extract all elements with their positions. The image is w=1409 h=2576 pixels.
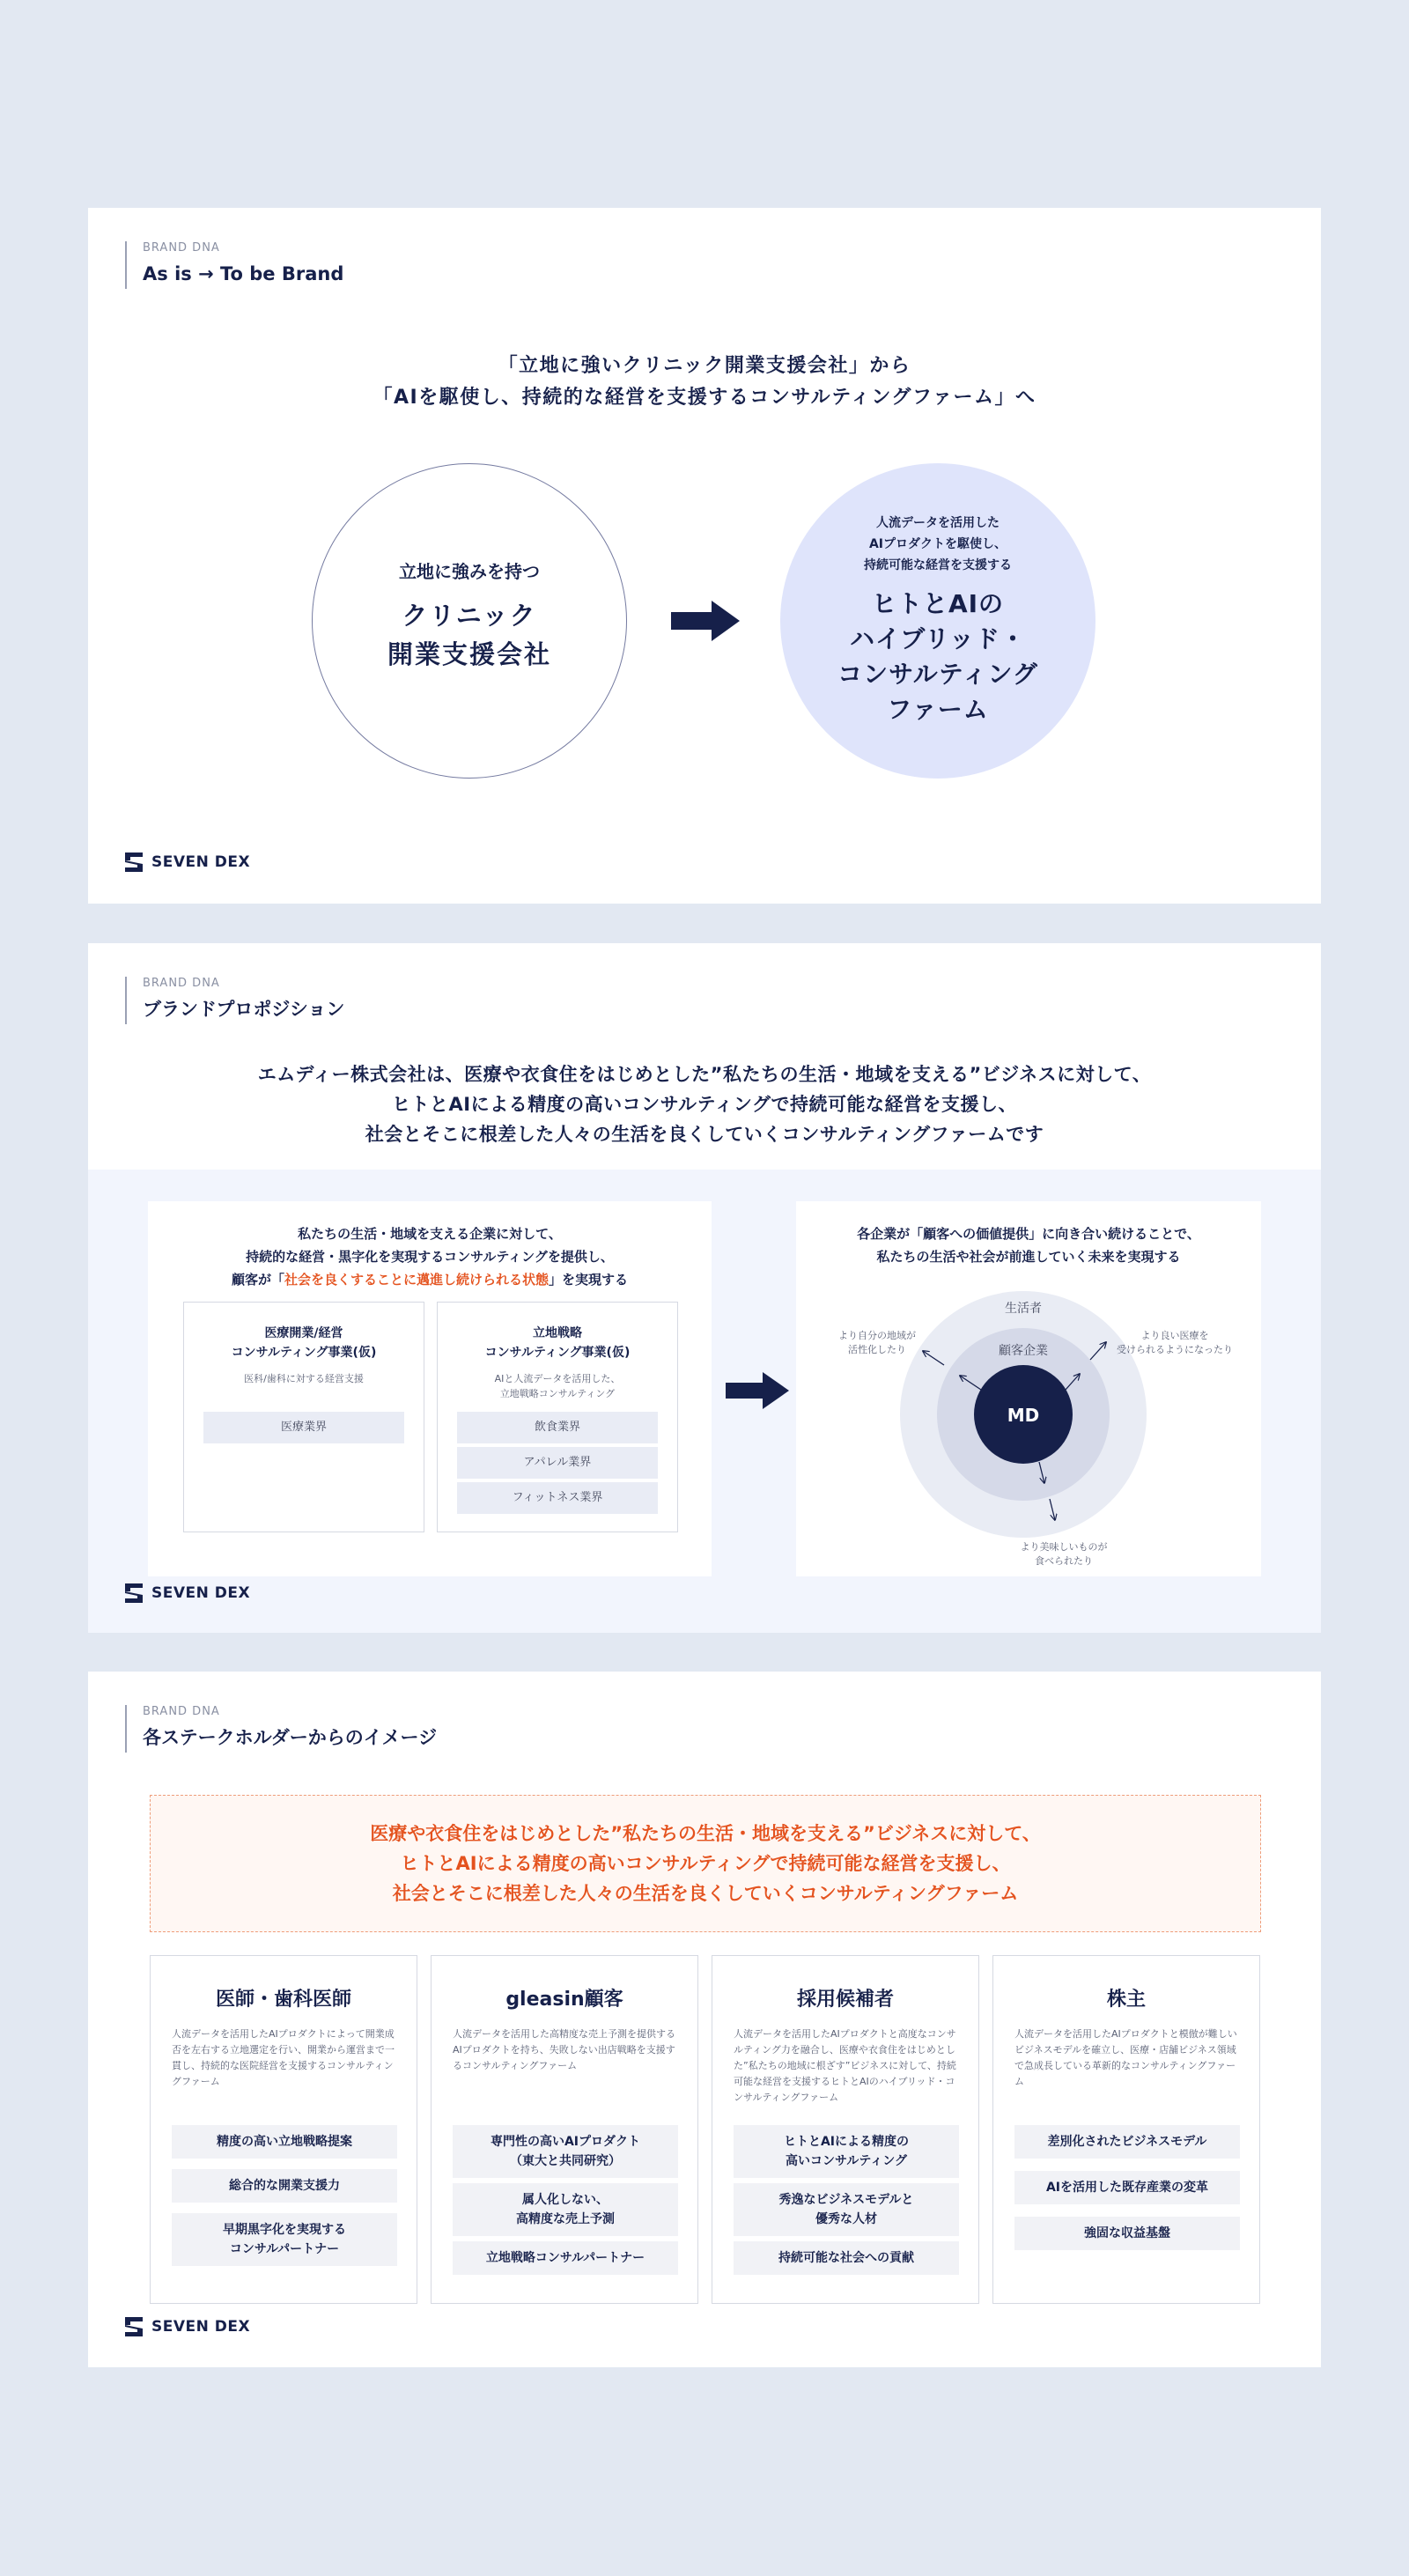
transition-statement <box>88 351 1321 414</box>
ring-outer-label: 生活者 <box>1005 1302 1042 1316</box>
industry-chip: 医療業界 <box>203 1412 404 1443</box>
card-title: 医師・歯科医師 <box>215 1989 351 2011</box>
business-title-line: 立地戦略 <box>533 1326 582 1340</box>
ring-core-label: MD <box>1007 1405 1040 1426</box>
as-is-circle <box>312 463 627 779</box>
to-be-circle <box>780 463 1095 779</box>
statement-line: ヒトとAIによる精度の高いコンサルティングで持続可能な経営を支援し、 <box>392 1094 1017 1115</box>
statement-line: エムディー株式会社は、医療や衣食住をはじめとした”私たちの生活・地域を支える”ビジネスに対して、 <box>257 1064 1152 1085</box>
image-tag: 持続可能な社会への貢献 <box>734 2241 959 2275</box>
statement-line: 社会とそこに根差した人々の生活を良くしていくコンサルティングファームです <box>365 1124 1044 1145</box>
slide-header <box>125 977 344 1024</box>
seven-dex-logo-icon <box>125 2317 143 2336</box>
note-right-line: より良い医療を <box>1140 1330 1209 1341</box>
image-tag: 秀逸なビジネスモデルと 優秀な人材 <box>734 2183 959 2236</box>
business-card-title <box>438 1324 677 1362</box>
business-desc-line: 立地戦略コンサルティング <box>499 1388 616 1399</box>
slide-header <box>125 1705 437 1753</box>
to-be-title-line: ハイブリッド・ <box>850 624 1026 653</box>
statement-line: 社会とそこに根差した人々の生活を良くしていくコンサルティングファーム <box>392 1883 1019 1904</box>
statement-line: 医療や衣食住をはじめとした”私たちの生活・地域を支える”ビジネスに対して、 <box>370 1823 1041 1844</box>
to-be-subtitle <box>780 513 1095 576</box>
slide-stakeholder-image <box>88 1672 1321 2367</box>
image-tag: ヒトとAIによる精度の 高いコンサルティング <box>734 2125 959 2178</box>
business-card-desc <box>438 1371 677 1401</box>
brand-logo <box>125 2317 250 2336</box>
stakeholder-card-doctor <box>150 1955 417 2304</box>
note-left-line: より自分の地域が <box>838 1330 916 1341</box>
stakeholder-card-shareholder <box>992 1955 1260 2304</box>
note-left-line: 活性化したり <box>848 1344 906 1355</box>
statement-line: ヒトとAIによる精度の高いコンサルティングで持続可能な経営を支援し、 <box>400 1853 1011 1874</box>
brand-statement-box <box>150 1795 1261 1932</box>
as-is-title-line: 開業支援会社 <box>387 639 551 669</box>
image-tag: 早期黒字化を実現する コンサルパートナー <box>172 2213 397 2266</box>
industry-chip: 飲食業界 <box>457 1412 658 1443</box>
ring-mid-label: 顧客企業 <box>999 1344 1048 1358</box>
section-tag: BRAND DNA <box>143 241 220 255</box>
logo-text: SEVEN DEX <box>151 853 251 871</box>
slide-header <box>125 241 343 289</box>
image-tag: 精度の高い立地戦略提案 <box>172 2125 397 2159</box>
business-title-line: コンサルティング事業(仮) <box>484 1346 631 1360</box>
to-be-subtitle-line: 人流データを活用した <box>876 516 1000 530</box>
panel-text-part: 」を実現する <box>549 1272 629 1288</box>
to-be-title-line: ファーム <box>887 695 989 724</box>
as-is-subtitle: 立地に強みを持つ <box>399 561 540 582</box>
business-title-line: コンサルティング事業(仮) <box>231 1346 377 1360</box>
slide-title: As is → To be Brand <box>143 263 344 284</box>
arrow-right-icon <box>726 1372 789 1409</box>
as-is-title-line: クリニック <box>402 601 537 631</box>
to-be-title-line: コンサルティング <box>837 660 1038 689</box>
industry-chip: アパレル業界 <box>457 1447 658 1479</box>
proposition-statement <box>88 1059 1321 1149</box>
business-card-location <box>437 1302 678 1532</box>
slide-as-is-to-be <box>88 208 1321 904</box>
to-be-subtitle-line: 持続可能な経営を支援する <box>864 558 1012 572</box>
panel-line: 持続的な経営・黒字化を実現するコンサルティングを提供し、 <box>246 1249 614 1265</box>
to-be-subtitle-line: AIプロダクトを駆使し、 <box>868 537 1007 551</box>
industry-chip: フィットネス業界 <box>457 1482 658 1514</box>
brand-logo <box>125 853 250 872</box>
future-panel <box>796 1201 1261 1576</box>
logo-text: SEVEN DEX <box>151 1584 251 1602</box>
as-is-title <box>313 596 626 674</box>
panel-text-part: 顧客が「 <box>231 1272 284 1288</box>
image-tag: 専門性の高いAIプロダクト （東大と共同研究） <box>453 2125 678 2178</box>
panel-line: 私たちの生活や社会が前進していく未来を実現する <box>876 1249 1181 1265</box>
panel-line: 各企業が「顧客への価値提供」に向き合い続けることで、 <box>857 1226 1200 1242</box>
business-panel-text <box>148 1222 712 1291</box>
business-panel <box>148 1201 712 1576</box>
card-desc: 人流データを活用したAIプロダクトと高度なコンサルティング力を融合し、医療や衣食住をはじめとした”私たちの地域に根ざす”ビジネスに対して、持続可能な経営を支援するヒトとAIのハイブリッド・コンサルティングファーム <box>734 2028 956 2103</box>
card-title: 採用候補者 <box>796 1989 894 2011</box>
panel-line: 私たちの生活・地域を支える企業に対して、 <box>298 1226 562 1242</box>
card-title: gleasin顧客 <box>505 1989 623 2011</box>
card-desc: 人流データを活用した高精度な売上予測を提供するAIプロダクトを持ち、失敗しない出店戦略を支援するコンサルティングファーム <box>453 2028 675 2071</box>
card-desc: 人流データを活用したAIプロダクトによって開業成否を左右する立地選定を行い、開業から運営まで一貫し、持続的な医院経営を支援するコンサルティングファーム <box>172 2028 395 2087</box>
brand-logo <box>125 1583 250 1603</box>
business-title-line: 医療開業/経営 <box>264 1326 343 1340</box>
stakeholder-card-candidate <box>712 1955 979 2304</box>
image-tag: AIを活用した既存産業の変革 <box>1014 2171 1240 2204</box>
image-tag: 総合的な開業支援力 <box>172 2169 397 2203</box>
image-tag: 属人化しない、 高精度な売上予測 <box>453 2183 678 2236</box>
business-card-desc: 医科/歯科に対する経営支援 <box>244 1373 364 1384</box>
image-tag: 強固な収益基盤 <box>1014 2217 1240 2250</box>
to-be-title <box>780 587 1095 727</box>
business-card-medical <box>183 1302 424 1532</box>
note-bottom-line: より美味しいものが <box>1020 1541 1108 1553</box>
note-right-line: 受けられるようになったり <box>1117 1344 1233 1355</box>
highlight-text: 社会を良くすることに邁進し続けられる状態 <box>284 1272 549 1288</box>
card-desc: 人流データを活用したAIプロダクトと模倣が難しいビジネスモデルを確立し、医療・店舗ビジネス領域で急成長している革新的なコンサルティングファーム <box>1014 2028 1237 2087</box>
to-be-title-line: ヒトとAIの <box>871 589 1005 618</box>
image-tag: 差別化されたビジネスモデル <box>1014 2125 1240 2159</box>
slide-title: ブランドプロポジション <box>143 999 345 1020</box>
section-tag: BRAND DNA <box>143 977 220 990</box>
stakeholder-ring-diagram <box>796 1201 1261 1576</box>
statement-line: 「立地に強いクリニック開業支援会社」から <box>498 355 911 377</box>
seven-dex-logo-icon <box>125 853 143 872</box>
panel-line <box>148 1268 712 1291</box>
business-desc-line: AIと人流データを活用した、 <box>494 1373 621 1384</box>
note-bottom-line: 食べられたり <box>1035 1555 1093 1567</box>
section-tag: BRAND DNA <box>143 1705 220 1718</box>
slide-brand-proposition <box>88 943 1321 1633</box>
business-card-title <box>184 1324 424 1362</box>
arrow-right-icon <box>671 601 740 641</box>
image-tag: 立地戦略コンサルパートナー <box>453 2241 678 2275</box>
seven-dex-logo-icon <box>125 1583 143 1603</box>
logo-text: SEVEN DEX <box>151 2318 251 2336</box>
stakeholder-card-gleasin <box>431 1955 698 2304</box>
card-title: 株主 <box>1106 1989 1146 2011</box>
statement-line: 「AIを駆使し、持続的な経営を支援するコンサルティングファーム」へ <box>373 387 1036 409</box>
slide-title: 各ステークホルダーからのイメージ <box>143 1727 438 1748</box>
